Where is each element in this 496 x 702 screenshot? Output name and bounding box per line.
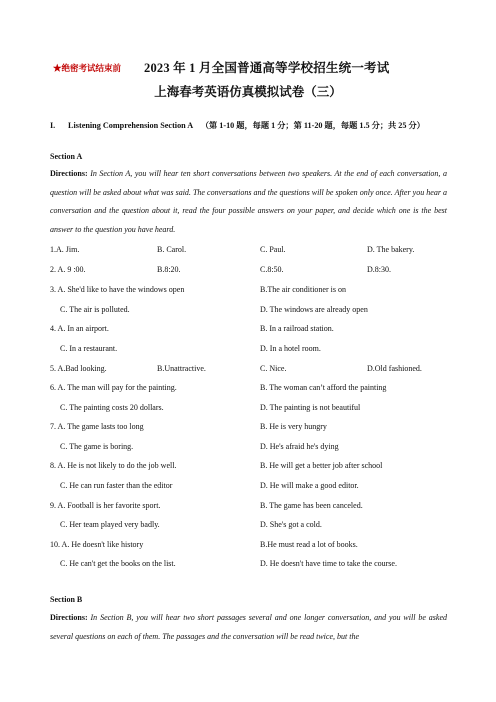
question-row — [50, 520, 450, 532]
answer-option: 3. A. She'd like to have the windows open — [50, 285, 185, 294]
answer-option: C. Her team played very badly. — [60, 520, 160, 529]
question-row — [50, 461, 450, 473]
answer-option: C. The painting costs 20 dollars. — [60, 403, 164, 412]
answer-option: C. Nice. — [260, 364, 287, 373]
answer-option: B.8:20. — [157, 265, 181, 274]
question-row — [50, 559, 450, 571]
answer-option: B.He must read a lot of books. — [260, 540, 358, 549]
answer-option: C. The game is boring. — [60, 442, 134, 451]
question-row — [50, 383, 450, 395]
part-number: I. — [50, 121, 56, 130]
answer-option: B. Carol. — [157, 245, 187, 254]
question-row — [50, 245, 450, 257]
answer-option: 4. A. In an airport. — [50, 324, 109, 333]
answer-option: C.8:50. — [260, 265, 284, 274]
answer-option: B.The air conditioner is on — [260, 285, 346, 294]
question-row — [50, 422, 450, 434]
question-row — [50, 540, 450, 552]
part-score-note: （第 1-10 题，每题 1 分；第 11-20 题，每题 1.5 分；共 25 分） — [200, 121, 425, 130]
answer-option: D. He's afraid he's dying — [260, 442, 339, 451]
answer-option: B. He will get a better job after school — [260, 461, 383, 470]
question-row — [50, 265, 450, 277]
answer-option: 10. A. He doesn't like history — [50, 540, 144, 549]
answer-option: D. In a hotel room. — [260, 344, 321, 353]
answer-option: 2. A. 9 :00. — [50, 265, 86, 274]
question-row — [50, 442, 450, 454]
answer-option: B.Unattractive. — [157, 364, 206, 373]
answer-option: D. She's got a cold. — [260, 520, 322, 529]
question-row — [50, 481, 450, 493]
question-row — [50, 285, 450, 297]
question-row — [50, 364, 450, 376]
answer-option: B. The game has been canceled. — [260, 501, 363, 510]
answer-option: B. The woman can’t afford the painting — [260, 383, 387, 392]
answer-option: C. He can't get the books on the list. — [60, 559, 176, 568]
answer-option: D.Old fashioned. — [367, 364, 422, 373]
answer-option: C. In a restaurant. — [60, 344, 118, 353]
answer-option: D. The bakery. — [367, 245, 415, 254]
answer-option: D. He doesn't have time to take the course. — [260, 559, 397, 568]
answer-option: B. In a railroad station. — [260, 324, 334, 333]
answer-option: D.8:30. — [367, 265, 391, 274]
section-b-directions — [50, 609, 447, 646]
section-b-label: Section B — [50, 595, 83, 604]
answer-option: 5. A.Bad looking. — [50, 364, 107, 373]
directions-text: In Section B, you will hear two short passages several and one longer conversation, and you will be asked several questions on each of them. The passages and the conversation will be read twice, but the — [50, 613, 447, 641]
answer-option: B. He is very hungry — [260, 422, 327, 431]
directions-text: In Section A, you will hear ten short conversations between two speakers. At the end of each conversation, a question will be asked about what was said. The conversations and the questions will be spoken only once. After you hear a conversation and the question about it, read the four possible answers on your paper, and decide which one is the best answer to the question you have heard. — [50, 169, 447, 234]
answer-option: 7. A. The game lasts too long — [50, 422, 144, 431]
answer-option: C. He can run faster than the editor — [60, 481, 173, 490]
exam-subtitle: 上海春考英语仿真模拟试卷（三） — [154, 85, 342, 99]
confidential-label: ★绝密考试结束前 — [53, 63, 122, 73]
directions-lead: Directions: — [50, 169, 88, 178]
question-row — [50, 344, 450, 356]
part-title: Listening Comprehension Section A — [68, 121, 193, 130]
question-row — [50, 403, 450, 415]
part-heading — [50, 120, 425, 131]
section-a-label: Section A — [50, 152, 83, 161]
directions-lead: Directions: — [50, 613, 88, 622]
answer-option: D. The painting is not beautiful — [260, 403, 361, 412]
answer-option: 9. A. Football is her favorite sport. — [50, 501, 161, 510]
exam-title: 2023 年 1 月全国普通高等学校招生统一考试 — [144, 61, 390, 75]
answer-option: 8. A. He is not likely to do the job well. — [50, 461, 177, 470]
question-row — [50, 324, 450, 336]
section-a-directions — [50, 165, 447, 239]
answer-option: C. The air is polluted. — [60, 305, 130, 314]
question-row — [50, 501, 450, 513]
answer-option: 1.A. Jim. — [50, 245, 80, 254]
answer-option: D. The windows are already open — [260, 305, 368, 314]
answer-option: 6. A. The man will pay for the painting. — [50, 383, 177, 392]
answer-option: D. He will make a good editor. — [260, 481, 359, 490]
question-row — [50, 305, 450, 317]
answer-option: C. Paul. — [260, 245, 286, 254]
